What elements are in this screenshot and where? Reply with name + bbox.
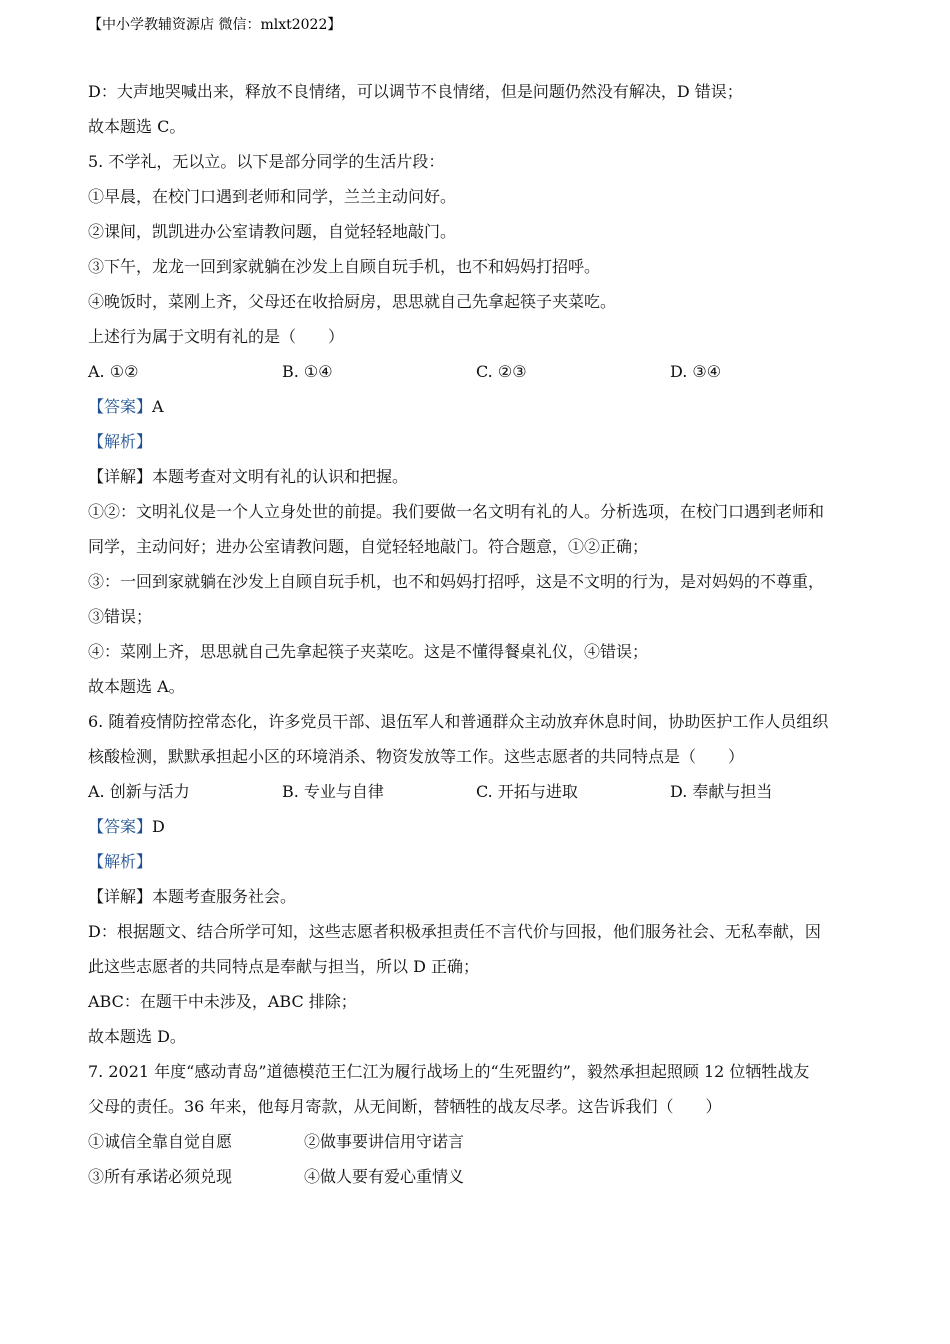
q5-option-d: D. ③④ — [670, 362, 722, 381]
q5-conclusion: 故本题选 A。 — [88, 677, 185, 696]
q5-explanation-1a: ①②：文明礼仪是一个人立身处世的前提。我们要做一名文明有礼的人。分析选项，在校门口遇到老师和 — [88, 502, 825, 521]
q5-answer — [88, 397, 868, 417]
q5-item-3: ③下午，龙龙一回到家就躺在沙发上自顾自玩手机，也不和妈妈打招呼。 — [88, 257, 601, 276]
q6-explanation-1a: D：根据题文、结合所学可知，这些志愿者积极承担责任不言代价与回报，他们服务社会、无私奉献，因 — [88, 922, 821, 941]
q5-explanation-2a: ③：一回到家就躺在沙发上自顾自玩手机，也不和妈妈打招呼，这是不文明的行为，是对妈妈的不尊重， — [88, 572, 825, 591]
q5-explanation-2b: ③错误； — [88, 607, 153, 626]
q6-analysis-heading — [88, 852, 868, 872]
q5-explanation-1b: 同学，主动问好；进办公室请教问题，自觉轻轻地敲门。符合题意，①②正确； — [88, 537, 649, 556]
q4-conclusion: 故本题选 C。 — [88, 117, 186, 136]
q6-options — [88, 782, 868, 802]
q6-option-c: C. 开拓与进取 — [476, 782, 578, 801]
q6-explanation-2: ABC：在题干中未涉及，ABC 排除； — [88, 992, 357, 1011]
q6-detail-text: 本题考查服务社会。 — [152, 887, 297, 906]
q6-stem-line-1: 6. 随着疫情防控常态化，许多党员干部、退伍军人和普通群众主动放弃休息时间，协助医护工作人员组织 — [88, 712, 829, 731]
q5-stem: 5. 不学礼，无以立。以下是部分同学的生活片段： — [88, 152, 445, 171]
watermark-header: 【中小学教辅资源店 微信：mlxt2022】 — [88, 17, 342, 33]
q5-option-a: A. ①② — [88, 362, 139, 381]
analysis-tag: 【解析】 — [88, 852, 153, 871]
q6-detail — [88, 887, 868, 907]
q6-stem-line-2: 核酸检测，默默承担起小区的环境消杀、物资发放等工作。这些志愿者的共同特点是（ ） — [88, 747, 745, 766]
q6-conclusion: 故本题选 D。 — [88, 1027, 186, 1046]
q5-item-2: ②课间，凯凯进办公室请教问题，自觉轻轻地敲门。 — [88, 222, 457, 241]
detail-tag: 【详解】 — [88, 467, 153, 486]
q6-answer-value: D — [152, 817, 165, 836]
q7-item-2: ②做事要讲信用守诺言 — [304, 1132, 465, 1151]
q6-explanation-1b: 此这些志愿者的共同特点是奉献与担当，所以 D 正确； — [88, 957, 480, 976]
answer-tag: 【答案】 — [88, 397, 153, 416]
analysis-tag: 【解析】 — [88, 432, 153, 451]
q7-item-3: ③所有承诺必须兑现 — [88, 1167, 233, 1186]
q5-option-b: B. ①④ — [282, 362, 333, 381]
q6-option-d: D. 奉献与担当 — [670, 782, 773, 801]
q7-items-row-1 — [88, 1132, 868, 1152]
q4-option-d-analysis: D：大声地哭喊出来，释放不良情绪，可以调节不良情绪，但是问题仍然没有解决，D 错误； — [88, 82, 743, 101]
q7-item-1: ①诚信全靠自觉自愿 — [88, 1132, 233, 1151]
q5-item-1: ①早晨，在校门口遇到老师和同学，兰兰主动问好。 — [88, 187, 457, 206]
q5-explanation-3: ④：菜刚上齐，思思就自己先拿起筷子夹菜吃。这是不懂得餐桌礼仪，④错误； — [88, 642, 649, 661]
q7-item-4: ④做人要有爱心重情义 — [304, 1167, 465, 1186]
document-body — [88, 74, 868, 1187]
answer-tag: 【答案】 — [88, 817, 153, 836]
q5-detail — [88, 467, 868, 487]
q6-option-a: A. 创新与活力 — [88, 782, 190, 801]
q6-answer — [88, 817, 868, 837]
q5-question: 上述行为属于文明有礼的是（ ） — [88, 327, 345, 346]
q7-stem-line-2: 父母的责任。36 年来，他每月寄款，从无间断，替牺牲的战友尽孝。这告诉我们（ ） — [88, 1097, 722, 1116]
q5-detail-text: 本题考查对文明有礼的认识和把握。 — [152, 467, 409, 486]
q5-answer-value: A — [152, 397, 164, 416]
q5-option-c: C. ②③ — [476, 362, 527, 381]
q5-item-4: ④晚饭时，菜刚上齐，父母还在收拾厨房，思思就自己先拿起筷子夹菜吃。 — [88, 292, 617, 311]
detail-tag: 【详解】 — [88, 887, 153, 906]
q7-items-row-2 — [88, 1167, 868, 1187]
q5-analysis-heading — [88, 432, 868, 452]
q5-options — [88, 362, 868, 382]
q6-option-b: B. 专业与自律 — [282, 782, 384, 801]
q7-stem-line-1: 7. 2021 年度“感动青岛”道德模范王仁江为履行战场上的“生死盟约”，毅然承担起照顾 12 位牺牲战友 — [88, 1062, 810, 1081]
